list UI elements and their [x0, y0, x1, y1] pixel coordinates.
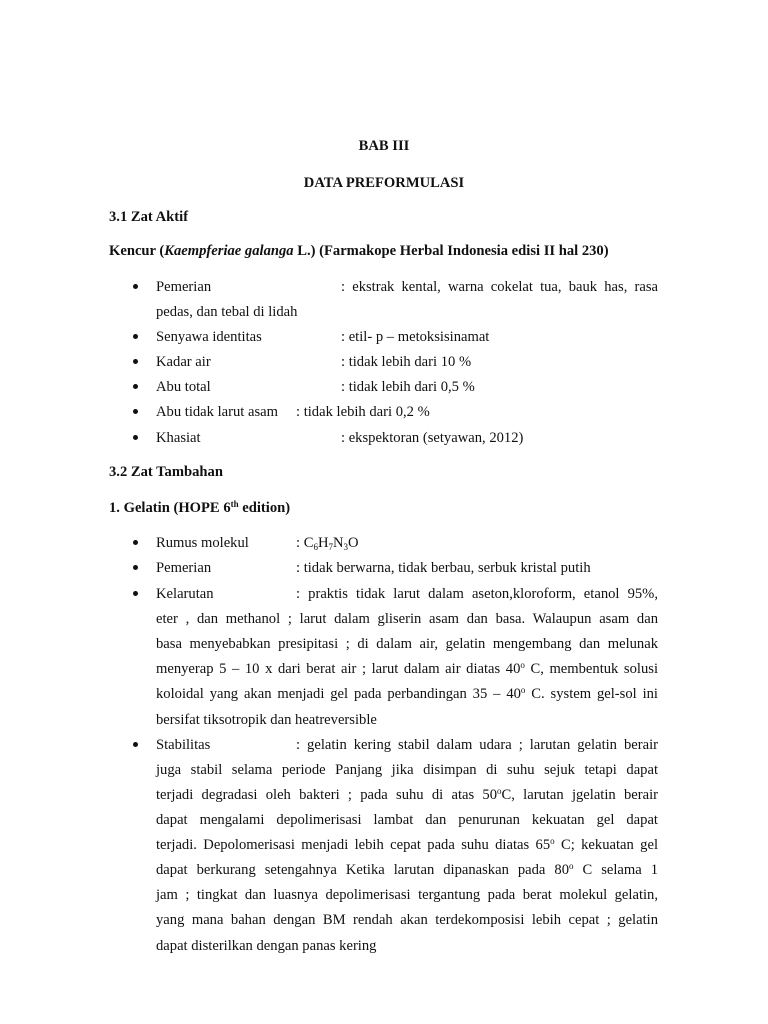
text-run: C, larutan jgelatin berair [501, 787, 658, 803]
text-run: C; kekuatan gel [554, 837, 658, 853]
formula-sub: 7 [328, 542, 333, 552]
formula-h: H [317, 535, 329, 551]
item-value-abu-tidak-larut: : tidak lebih dari 0,2 % [296, 404, 430, 420]
formula-sub: 3 [343, 542, 349, 552]
formula-o: O [348, 535, 359, 551]
bullet-icon [133, 409, 138, 414]
text-run: C selama 1 [573, 862, 659, 878]
degree-mark: o [569, 861, 574, 871]
bullet-icon [133, 334, 138, 339]
item-label-pemerian-gelatin: Pemerian [156, 560, 212, 576]
kelarutan-line: eter , dan methanol ; larut dalam gliserin asam dan basa. Walaupun asam dan [156, 611, 658, 627]
subject-latin-name: Kaempferiae galanga [164, 243, 294, 259]
text-run: C, membentuk solusi [524, 661, 658, 677]
degree-mark: o [550, 836, 555, 846]
item-value-khasiat: : ekspektoran (setyawan, 2012) [341, 430, 524, 446]
stabilitas-line: dapat mengalami depolimerisasi lambat dan penurunan kekuatan gel dapat [156, 812, 658, 828]
item-label-abu-total: Abu total [156, 379, 211, 395]
item-value-pemerian-cont: pedas, dan tebal di lidah [156, 304, 298, 320]
text-run: menyerap 5 – 10 x dari berat air ; larut dalam air diatas 40 [156, 661, 521, 677]
section-title-zat-aktif: 3.1 Zat Aktif [109, 209, 189, 225]
item-value-abu-total: : tidak lebih dari 0,5 % [341, 379, 475, 395]
kelarutan-line: bersifat tiksotropik dan heatreversible [156, 712, 377, 728]
stabilitas-line [156, 836, 658, 854]
section-title-zat-tambahan: 3.2 Zat Tambahan [109, 464, 223, 480]
text-run: dapat berkurang setengahnya Ketika larutan dipanaskan pada 80 [156, 862, 569, 878]
degree-mark: o [520, 660, 525, 670]
item-label-kadar-air: Kadar air [156, 354, 211, 370]
item-value-pemerian: : ekstrak kental, warna cokelat tua, bauk has, rasa [341, 279, 658, 295]
text-run: terjadi degradasi oleh bakteri ; pada suhu di atas 50 [156, 787, 498, 803]
page-title: DATA PREFORMULASI [303, 175, 465, 191]
item-label-senyawa: Senyawa identitas [156, 329, 262, 345]
bullet-icon [133, 742, 138, 747]
item-label-kelarutan: Kelarutan [156, 586, 214, 602]
formula-prefix: : C [296, 535, 314, 551]
item-label-abu-tidak-larut: Abu tidak larut asam [156, 404, 278, 420]
subsection-prefix: 1. Gelatin (HOPE 6 [109, 500, 231, 516]
kelarutan-line [156, 685, 658, 703]
text-run: koloidal yang akan menjadi gel pada perbandingan 35 – 40 [156, 686, 521, 702]
item-label-rumus: Rumus molekul [156, 535, 249, 551]
text-run: terjadi. Depolomerisasi menjadi lebih cepat pada suhu diatas 65 [156, 837, 551, 853]
superscript-th: th [230, 499, 239, 509]
subsection-suffix: edition) [238, 500, 291, 516]
degree-mark: o [497, 786, 502, 796]
stabilitas-line: dapat disterilkan dengan panas kering [156, 938, 377, 954]
item-value-kadar-air: : tidak lebih dari 10 % [341, 354, 472, 370]
stabilitas-line: jam ; tingkat dan luasnya depolimerisasi tergantung pada berat molekul gelatin, [156, 887, 658, 903]
subsection-title-gelatin [109, 499, 290, 517]
stabilitas-line [156, 861, 658, 879]
bullet-icon [133, 540, 138, 545]
bullet-icon [133, 384, 138, 389]
item-value-senyawa: : etil- p – metoksisinamat [341, 329, 490, 345]
subject-prefix: Kencur ( [109, 243, 165, 259]
item-value-kelarutan: : praktis tidak larut dalam aseton,kloroform, etanol 95%, [296, 586, 658, 602]
bullet-icon [133, 359, 138, 364]
text-run: C. system gel-sol ini [525, 686, 658, 702]
bullet-icon [133, 591, 138, 596]
item-value-pemerian-gelatin: : tidak berwarna, tidak berbau, serbuk kristal putih [296, 560, 591, 576]
chapter-heading: BAB III [358, 138, 410, 154]
formula-sub: 6 [313, 542, 318, 552]
kelarutan-line: basa menyebabkan presipitasi ; di dalam air, gelatin mengembang dan melunak [156, 636, 658, 652]
subject-line [109, 242, 609, 260]
stabilitas-line [156, 786, 658, 804]
item-value-rumus [296, 534, 359, 552]
stabilitas-line: juga stabil selama periode Panjang jika disimpan di suhu sejuk tetapi dapat [156, 762, 658, 778]
bullet-icon [133, 284, 138, 289]
formula-n: N [332, 535, 344, 551]
kelarutan-line [156, 660, 658, 678]
item-label-khasiat: Khasiat [156, 430, 201, 446]
bullet-icon [133, 435, 138, 440]
subject-suffix: L.) (Farmakope Herbal Indonesia edisi II hal 230) [293, 243, 609, 259]
bullet-icon [133, 565, 138, 570]
stabilitas-line: yang mana bahan dengan BM rendah akan terdekomposisi lebih cepat ; gelatin [156, 912, 658, 928]
item-label-stabilitas: Stabilitas [156, 737, 211, 753]
item-label-pemerian: Pemerian [156, 279, 212, 295]
degree-mark: o [520, 685, 526, 695]
item-value-stabilitas: : gelatin kering stabil dalam udara ; larutan gelatin berair [296, 737, 658, 753]
